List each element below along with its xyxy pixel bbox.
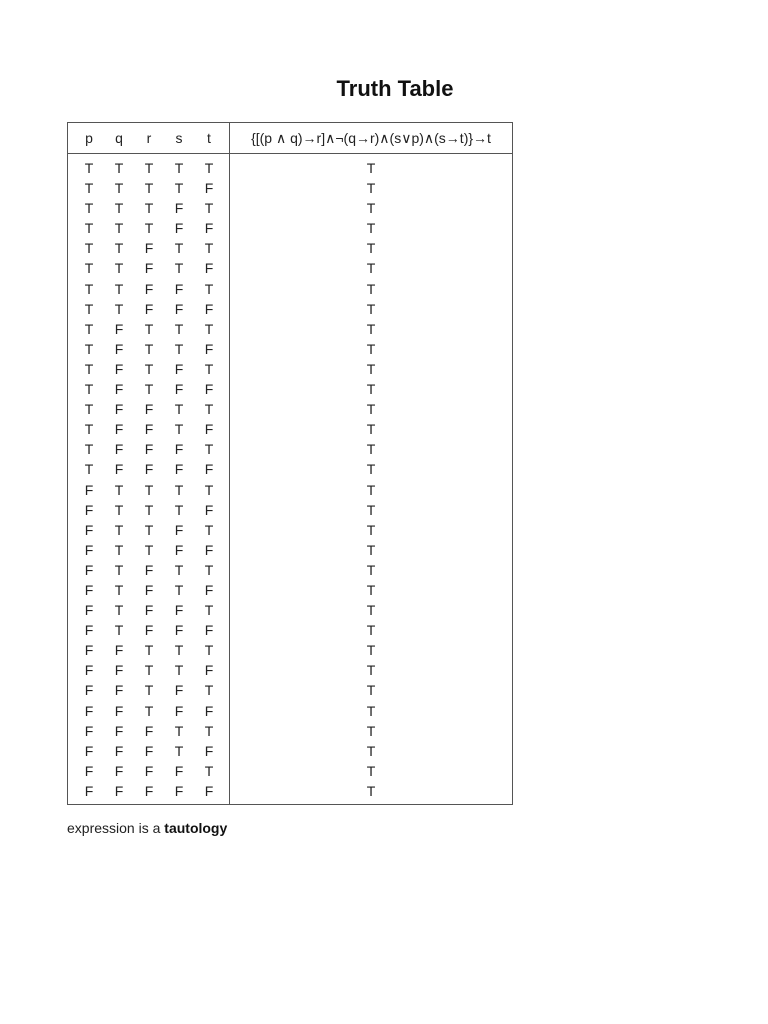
result-cell: T — [366, 280, 376, 297]
table-row — [68, 158, 229, 178]
table-cell: F — [204, 662, 214, 679]
table-cell: F — [174, 220, 184, 237]
table-row — [68, 299, 229, 319]
table-cell: T — [84, 180, 94, 197]
table-cell: T — [114, 622, 124, 639]
result-cell: T — [366, 561, 376, 578]
table-cell: T — [204, 280, 214, 297]
column-header-q: q — [115, 130, 123, 146]
result-cell: T — [366, 702, 376, 719]
table-row — [68, 721, 229, 741]
table-cell: F — [204, 702, 214, 719]
table-cell: T — [174, 662, 184, 679]
table-cell: T — [174, 180, 184, 197]
table-cell: T — [144, 180, 154, 197]
table-cell: T — [114, 521, 124, 538]
table-cell: T — [144, 160, 154, 176]
table-cell: T — [174, 421, 184, 438]
table-cell: F — [84, 642, 94, 659]
result-cell: T — [366, 401, 376, 418]
table-cell: F — [144, 421, 154, 438]
table-cell: T — [84, 200, 94, 217]
table-cell: F — [114, 421, 124, 438]
table-cell: T — [144, 340, 154, 357]
table-row — [68, 500, 229, 520]
table-cell: F — [174, 702, 184, 719]
table-cell: F — [144, 461, 154, 478]
table-cell: F — [84, 722, 94, 739]
result-cell: T — [366, 441, 376, 458]
table-row — [68, 198, 229, 218]
table-row — [68, 238, 229, 258]
table-cell: T — [204, 200, 214, 217]
table-cell: T — [204, 160, 214, 176]
table-cell: T — [114, 481, 124, 498]
table-row — [68, 620, 229, 640]
table-cell: T — [114, 280, 124, 297]
conclusion-prefix: expression is a — [67, 820, 165, 836]
expression-header: {[(p ∧ q)→r]∧¬(q→r)∧(s∨p)∧(s→t)}→t — [230, 123, 512, 154]
table-row — [68, 520, 229, 540]
table-row — [68, 419, 229, 439]
table-cell: F — [144, 722, 154, 739]
table-cell: T — [84, 240, 94, 257]
table-row — [68, 701, 229, 721]
result-cell: T — [366, 200, 376, 217]
table-row — [68, 319, 229, 339]
table-cell: T — [84, 421, 94, 438]
table-cell: T — [174, 340, 184, 357]
column-header-s: s — [175, 130, 183, 146]
table-cell: T — [174, 320, 184, 337]
table-cell: T — [84, 441, 94, 458]
result-cell: T — [366, 481, 376, 498]
table-cell: F — [204, 501, 214, 518]
table-cell: F — [204, 300, 214, 317]
table-cell: T — [204, 320, 214, 337]
table-cell: T — [114, 160, 124, 176]
table-row — [68, 741, 229, 761]
variables-rows — [68, 158, 229, 801]
table-cell: F — [204, 180, 214, 197]
result-cell: T — [366, 541, 376, 558]
table-cell: T — [84, 340, 94, 357]
table-cell: T — [204, 642, 214, 659]
table-cell: F — [204, 260, 214, 277]
result-cell: T — [366, 682, 376, 699]
table-cell: F — [114, 702, 124, 719]
table-cell: T — [174, 240, 184, 257]
table-row — [68, 560, 229, 580]
table-cell: F — [114, 340, 124, 357]
table-row — [68, 359, 229, 379]
table-cell: F — [84, 662, 94, 679]
table-cell: F — [114, 782, 124, 799]
result-cell: T — [366, 360, 376, 377]
table-cell: F — [174, 782, 184, 799]
table-cell: T — [174, 260, 184, 277]
table-cell: F — [144, 581, 154, 598]
result-cell: T — [366, 260, 376, 277]
table-row — [68, 680, 229, 700]
result-cell: T — [366, 240, 376, 257]
table-cell: T — [144, 381, 154, 398]
table-cell: F — [114, 381, 124, 398]
table-row — [68, 660, 229, 680]
result-cell: T — [366, 722, 376, 739]
result-cell: T — [366, 180, 376, 197]
table-row — [68, 459, 229, 479]
table-cell: F — [114, 642, 124, 659]
conclusion-text — [67, 820, 227, 836]
table-cell: T — [204, 441, 214, 458]
table-row — [68, 379, 229, 399]
table-cell: F — [144, 240, 154, 257]
result-cell: T — [366, 160, 376, 176]
page-title: Truth Table — [336, 76, 454, 101]
table-cell: F — [114, 360, 124, 377]
table-cell: T — [144, 702, 154, 719]
table-cell: F — [114, 401, 124, 418]
table-cell: T — [84, 401, 94, 418]
table-cell: T — [144, 521, 154, 538]
table-cell: T — [144, 200, 154, 217]
result-cell: T — [366, 662, 376, 679]
table-cell: F — [84, 682, 94, 699]
table-cell: F — [84, 581, 94, 598]
table-cell: T — [84, 461, 94, 478]
table-cell: T — [174, 561, 184, 578]
variables-header — [68, 123, 229, 154]
table-cell: F — [114, 441, 124, 458]
table-cell: F — [144, 622, 154, 639]
table-cell: F — [144, 441, 154, 458]
table-cell: T — [84, 300, 94, 317]
table-cell: T — [144, 320, 154, 337]
result-cell: T — [366, 461, 376, 478]
table-cell: T — [144, 220, 154, 237]
table-cell: F — [84, 481, 94, 498]
table-cell: T — [174, 722, 184, 739]
table-cell: F — [204, 742, 214, 759]
table-cell: F — [84, 521, 94, 538]
table-row — [68, 218, 229, 238]
table-cell: T — [144, 541, 154, 558]
table-cell: T — [174, 742, 184, 759]
table-cell: T — [84, 220, 94, 237]
table-cell: T — [114, 260, 124, 277]
table-cell: T — [144, 481, 154, 498]
table-cell: T — [204, 240, 214, 257]
table-row — [68, 761, 229, 781]
table-cell: T — [144, 682, 154, 699]
table-cell: T — [84, 280, 94, 297]
table-cell: F — [144, 561, 154, 578]
table-row — [68, 178, 229, 198]
table-cell: F — [114, 682, 124, 699]
result-rows — [230, 158, 512, 801]
table-cell: T — [144, 501, 154, 518]
table-row — [68, 781, 229, 801]
table-cell: T — [114, 541, 124, 558]
result-cell: T — [366, 742, 376, 759]
result-cell: T — [366, 320, 376, 337]
table-cell: F — [114, 320, 124, 337]
table-cell: T — [174, 481, 184, 498]
table-cell: F — [114, 461, 124, 478]
table-cell: F — [174, 541, 184, 558]
table-cell: F — [114, 722, 124, 739]
table-cell: F — [144, 762, 154, 779]
table-cell: T — [84, 260, 94, 277]
table-cell: T — [144, 360, 154, 377]
table-cell: T — [114, 602, 124, 619]
column-header-r: r — [146, 130, 152, 146]
table-cell: F — [174, 622, 184, 639]
table-row — [68, 399, 229, 419]
table-cell: F — [144, 401, 154, 418]
table-cell: F — [84, 782, 94, 799]
table-cell: F — [144, 300, 154, 317]
table-cell: F — [114, 762, 124, 779]
table-cell: T — [204, 762, 214, 779]
table-cell: F — [144, 782, 154, 799]
table-cell: F — [174, 381, 184, 398]
table-cell: F — [174, 461, 184, 478]
table-row — [68, 279, 229, 299]
table-cell: F — [144, 602, 154, 619]
column-header-t: t — [207, 130, 211, 146]
result-cell: T — [366, 220, 376, 237]
table-cell: T — [174, 642, 184, 659]
table-cell: T — [144, 662, 154, 679]
table-cell: F — [174, 762, 184, 779]
table-cell: F — [174, 682, 184, 699]
table-row — [68, 258, 229, 278]
table-cell: F — [204, 541, 214, 558]
table-cell: F — [144, 280, 154, 297]
table-cell: F — [84, 541, 94, 558]
table-row — [68, 600, 229, 620]
table-cell: T — [114, 561, 124, 578]
table-cell: F — [174, 200, 184, 217]
result-cell: T — [366, 421, 376, 438]
table-cell: T — [204, 722, 214, 739]
table-cell: T — [144, 642, 154, 659]
table-cell: F — [204, 581, 214, 598]
result-cell: T — [366, 581, 376, 598]
table-cell: T — [114, 501, 124, 518]
table-cell: F — [114, 742, 124, 759]
result-cell: T — [366, 501, 376, 518]
table-cell: T — [174, 401, 184, 418]
table-cell: F — [174, 602, 184, 619]
table-cell: F — [84, 501, 94, 518]
table-cell: T — [204, 401, 214, 418]
table-cell: F — [204, 461, 214, 478]
table-cell: T — [114, 200, 124, 217]
conclusion-emphasis: tautology — [164, 820, 228, 836]
table-cell: F — [144, 742, 154, 759]
table-cell: F — [84, 561, 94, 578]
table-cell: F — [174, 280, 184, 297]
table-cell: T — [204, 561, 214, 578]
table-cell: T — [84, 360, 94, 377]
table-row — [68, 339, 229, 359]
result-cell: T — [366, 782, 376, 799]
table-cell: F — [84, 622, 94, 639]
truth-table — [67, 122, 513, 805]
table-cell: F — [204, 782, 214, 799]
table-cell: T — [204, 481, 214, 498]
table-cell: F — [204, 622, 214, 639]
table-row — [68, 480, 229, 500]
table-cell: F — [144, 260, 154, 277]
table-row — [68, 640, 229, 660]
result-cell: T — [366, 521, 376, 538]
variables-section — [68, 123, 230, 804]
result-cell: T — [366, 340, 376, 357]
table-cell: F — [84, 602, 94, 619]
result-cell: T — [366, 642, 376, 659]
table-cell: F — [114, 662, 124, 679]
table-cell: T — [84, 381, 94, 398]
result-cell: T — [366, 381, 376, 398]
table-cell: F — [174, 360, 184, 377]
table-cell: T — [204, 360, 214, 377]
table-row — [68, 439, 229, 459]
table-cell: F — [204, 421, 214, 438]
table-cell: T — [174, 501, 184, 518]
table-cell: T — [174, 160, 184, 176]
table-cell: F — [204, 340, 214, 357]
table-cell: F — [204, 220, 214, 237]
table-row — [68, 540, 229, 560]
result-cell: T — [366, 622, 376, 639]
table-cell: T — [114, 240, 124, 257]
result-cell: T — [366, 762, 376, 779]
table-cell: T — [204, 682, 214, 699]
table-cell: T — [204, 521, 214, 538]
table-cell: F — [84, 742, 94, 759]
table-cell: F — [174, 300, 184, 317]
table-cell: T — [204, 602, 214, 619]
result-cell: T — [366, 300, 376, 317]
table-cell: T — [174, 581, 184, 598]
table-cell: T — [114, 300, 124, 317]
table-cell: T — [114, 180, 124, 197]
table-cell: T — [84, 160, 94, 176]
table-cell: F — [174, 521, 184, 538]
result-cell: T — [366, 602, 376, 619]
table-cell: F — [84, 702, 94, 719]
table-cell: T — [114, 581, 124, 598]
result-section — [230, 123, 512, 804]
table-cell: F — [84, 762, 94, 779]
table-row — [68, 580, 229, 600]
table-cell: T — [84, 320, 94, 337]
column-header-p: p — [85, 130, 93, 146]
table-cell: F — [204, 381, 214, 398]
table-cell: T — [114, 220, 124, 237]
table-cell: F — [174, 441, 184, 458]
